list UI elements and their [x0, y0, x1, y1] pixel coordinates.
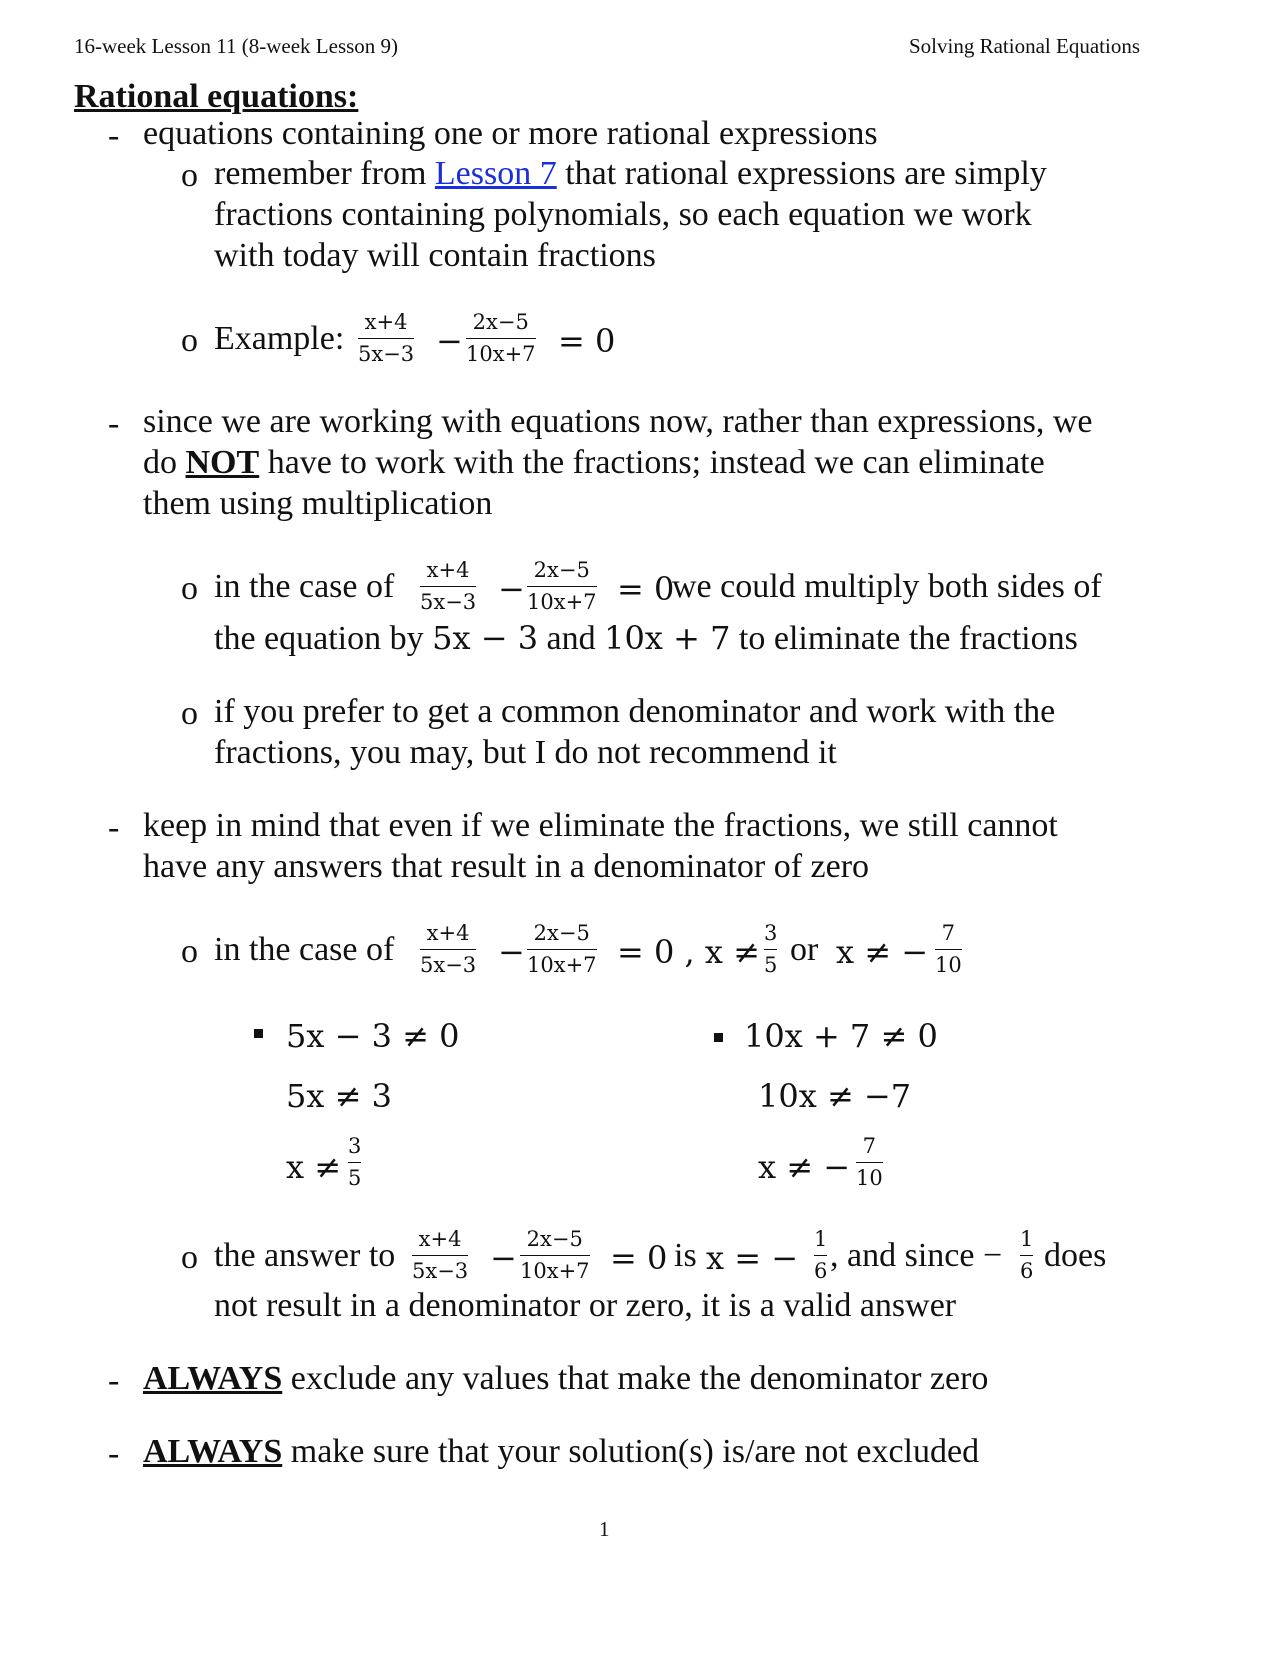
header-topic: Solving Rational Equations — [909, 34, 1140, 58]
square-bullet-icon — [714, 1033, 723, 1042]
circle-bullet: o — [181, 695, 198, 732]
fraction-x-plus-4-over-5x-minus-3 — [420, 923, 476, 976]
numerator: x+4 — [426, 558, 470, 582]
denominator: 5 — [348, 1166, 362, 1190]
not-emphasis: NOT — [185, 444, 260, 481]
s2-line2 — [143, 446, 1045, 480]
denominator: 10x+7 — [466, 342, 536, 366]
answer-pre: the answer to — [214, 1237, 396, 1274]
s2-l2-post: have to work with the fractions; instead we can eliminate — [259, 444, 1045, 481]
numerator: 1 — [1020, 1227, 1034, 1251]
equals-zero: = 0 — [558, 322, 616, 360]
s1-sub1-line1 — [214, 157, 1047, 191]
fraction-2x-minus-5-over-10x-plus-7 — [466, 312, 536, 365]
left-step-2: 5x ≠ 3 — [286, 1077, 392, 1115]
equals-zero: = 0 — [610, 1239, 668, 1277]
dash-bullet: - — [108, 1362, 120, 1399]
answer-line2: not result in a denominator or zero, it is a valid answer — [214, 1287, 957, 1324]
numerator: 2x−5 — [472, 310, 529, 334]
numerator: 2x−5 — [526, 1227, 583, 1251]
or-word: or — [790, 931, 819, 968]
s2-sub1-l2b: to eliminate the fractions — [730, 620, 1078, 657]
denominator: 5x−3 — [412, 1259, 469, 1283]
lesson-7-link[interactable]: Lesson 7 — [434, 155, 557, 192]
s2-line1: since we are working with equations now, rather than expressions, we — [143, 403, 1093, 440]
page-title: Rational equations: — [74, 78, 359, 115]
always-emphasis: ALWAYS — [143, 1433, 283, 1470]
always-check — [143, 1435, 979, 1469]
circle-bullet: o — [181, 322, 198, 359]
expr-10x-plus-7: 10x + 7 — [604, 619, 731, 657]
s1-text: equations containing one or more rational expressions — [143, 115, 878, 152]
x-equals-minus: x = − — [706, 1239, 799, 1277]
dash-bullet: - — [108, 405, 120, 442]
fraction-x-plus-4-over-5x-minus-3 — [420, 560, 476, 613]
numerator: x+4 — [364, 310, 408, 334]
s2-sub1-pre: in the case of — [214, 568, 395, 605]
x-not-equal-minus: x ≠ − — [836, 933, 929, 971]
left-step-3: x ≠ — [286, 1148, 342, 1186]
s5-text: make sure that your solution(s) is/are not excluded — [282, 1433, 980, 1470]
numerator: 1 — [814, 1227, 828, 1251]
s1-sub1-pre: remember from — [214, 155, 435, 192]
s1-sub1-line2: fractions containing polynomials, so each equation we work — [214, 196, 1032, 233]
minus-sign: − — [436, 322, 463, 360]
s2-sub1-post: we could multiply both sides of — [672, 568, 1102, 605]
s3-line2: have any answers that result in a denominator of zero — [143, 848, 870, 885]
numerator: x+4 — [418, 1227, 462, 1251]
denominator: 5x−3 — [420, 953, 477, 977]
does-word: does — [1044, 1237, 1107, 1274]
circle-bullet: o — [181, 933, 198, 970]
always-emphasis: ALWAYS — [143, 1360, 283, 1397]
s2-sub1-l2a: the equation by — [214, 620, 433, 657]
circle-bullet: o — [181, 1239, 198, 1276]
minus-sign: − — [498, 570, 525, 608]
numerator: 7 — [941, 921, 956, 945]
s3-sub1-pre: in the case of — [214, 931, 395, 968]
denominator: 6 — [1020, 1259, 1034, 1283]
numerator: x+4 — [426, 921, 470, 945]
fraction-1-over-6 — [814, 1229, 827, 1282]
left-step-1: 5x − 3 ≠ 0 — [286, 1017, 460, 1055]
s2-sub2-line1: if you prefer to get a common denominator and work with the — [214, 693, 1056, 730]
fraction-3-over-5 — [348, 1136, 361, 1189]
numerator: 7 — [862, 1134, 877, 1158]
fraction-7-over-10 — [935, 923, 962, 976]
fraction-2x-minus-5-over-10x-plus-7 — [527, 923, 597, 976]
numerator: 2x−5 — [533, 558, 590, 582]
denominator: 10 — [856, 1166, 883, 1190]
numerator: 3 — [348, 1134, 362, 1158]
equals-zero-x-not-equal: = 0 , x ≠ — [617, 933, 760, 971]
denominator: 5x−3 — [420, 590, 477, 614]
right-step-3: x ≠ − — [758, 1148, 851, 1186]
dash-bullet: - — [108, 809, 120, 846]
and-word: and — [538, 620, 605, 657]
right-step-1: 10x + 7 ≠ 0 — [744, 1017, 938, 1055]
denominator: 10x+7 — [527, 953, 597, 977]
fraction-3-over-5 — [764, 923, 777, 976]
s4-text: exclude any values that make the denominator zero — [282, 1360, 989, 1397]
minus-sign: − — [498, 933, 525, 971]
always-exclude — [143, 1362, 988, 1396]
s1-sub1-line3: with today will contain fractions — [214, 237, 656, 274]
is-word: is — [674, 1237, 697, 1274]
header-lesson-info: 16-week Lesson 11 (8-week Lesson 9) — [74, 34, 399, 58]
s2-l2-pre: do — [143, 444, 186, 481]
right-step-2: 10x ≠ −7 — [758, 1077, 912, 1115]
denominator: 5x−3 — [358, 342, 415, 366]
fraction-x-plus-4-over-5x-minus-3 — [358, 312, 414, 365]
denominator: 10x+7 — [520, 1259, 590, 1283]
circle-bullet: o — [181, 157, 198, 194]
and-since: , and since − — [830, 1237, 1003, 1274]
square-bullet-icon — [254, 1029, 263, 1038]
fraction-1-over-6 — [1020, 1229, 1033, 1282]
denominator: 5 — [764, 953, 778, 977]
denominator: 6 — [814, 1259, 828, 1283]
s2-sub1-line2 — [214, 619, 1078, 657]
s2-line3: them using multiplication — [143, 485, 493, 522]
dash-bullet: - — [108, 1435, 120, 1472]
dash-bullet: - — [108, 117, 120, 154]
equals-zero: = 0 — [617, 570, 675, 608]
circle-bullet: o — [181, 570, 198, 607]
numerator: 2x−5 — [533, 921, 590, 945]
fraction-7-over-10 — [856, 1136, 883, 1189]
minus-sign: − — [490, 1239, 517, 1277]
fraction-x-plus-4-over-5x-minus-3 — [412, 1229, 468, 1282]
s1-sub1-post: that rational expressions are simply — [556, 155, 1047, 192]
expr-5x-minus-3: 5x − 3 — [432, 619, 539, 657]
fraction-2x-minus-5-over-10x-plus-7 — [520, 1229, 590, 1282]
s3-line1: keep in mind that even if we eliminate the fractions, we still cannot — [143, 807, 1058, 844]
numerator: 3 — [764, 921, 778, 945]
s2-sub2-line2: fractions, you may, but I do not recommend it — [214, 734, 837, 771]
denominator: 10 — [935, 953, 962, 977]
fraction-2x-minus-5-over-10x-plus-7 — [527, 560, 597, 613]
denominator: 10x+7 — [527, 590, 597, 614]
example-label: Example: — [214, 320, 345, 357]
page-number: 1 — [599, 1517, 610, 1541]
